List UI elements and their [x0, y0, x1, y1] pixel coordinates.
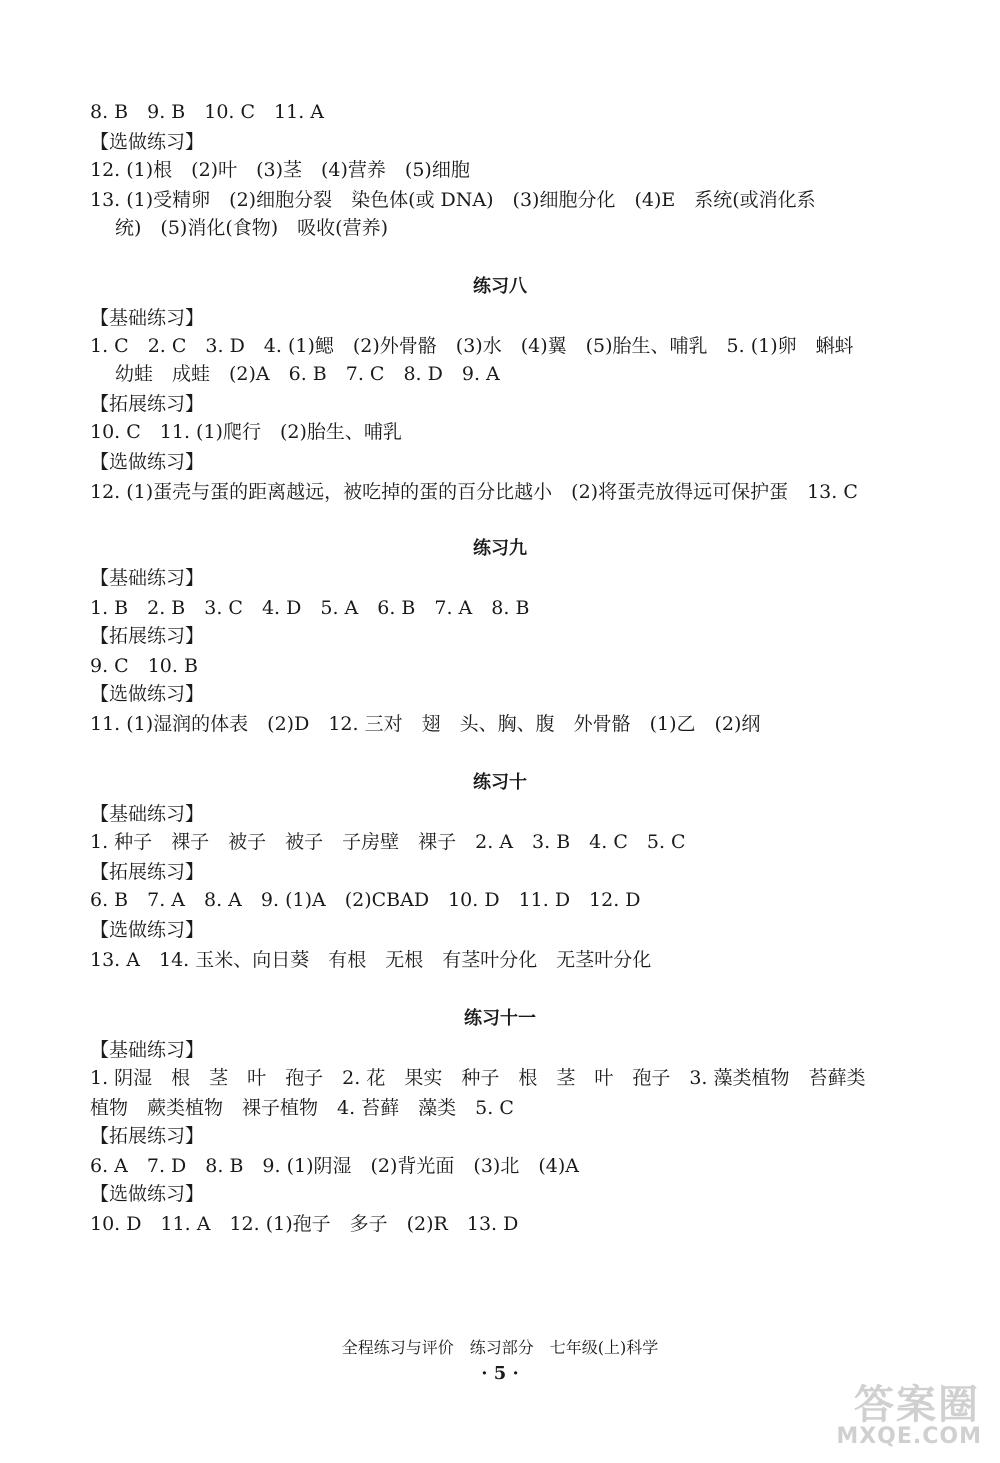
watermark-url: MXQE.COM [836, 1424, 982, 1449]
answer-line: 12. (1)根 (2)叶 (3)茎 (4)营养 (5)细胞 [90, 159, 470, 181]
section-label: 【选做练习】 [90, 131, 205, 153]
section-title: 练习十 [473, 772, 527, 793]
section-label: 【选做练习】 [90, 1183, 205, 1205]
section-label: 【拓展练习】 [90, 393, 205, 415]
answer-line: 1. C 2. C 3. D 4. (1)鳃 (2)外骨骼 (3)水 (4)翼 (5)胎生、哺乳 5. (1)卵 蝌蚪 [90, 335, 854, 357]
section-label: 【基础练习】 [90, 307, 205, 329]
answer-line: 10. C 11. (1)爬行 (2)胎生、哺乳 [90, 421, 402, 443]
section-title: 练习八 [473, 276, 527, 297]
watermark-logo [836, 1371, 986, 1451]
section-label: 【基础练习】 [90, 1039, 205, 1061]
answer-line: 幼蛙 成蛙 (2)A 6. B 7. C 8. D 9. A [115, 363, 500, 385]
section-label: 【拓展练习】 [90, 1125, 205, 1147]
section-title: 练习九 [473, 538, 527, 559]
section-label: 【拓展练习】 [90, 861, 205, 883]
answer-line: 统) (5)消化(食物) 吸收(营养) [115, 217, 388, 239]
section-label: 【选做练习】 [90, 683, 205, 705]
book-title-footer: 全程练习与评价 练习部分 七年级(上)科学 [341, 1338, 659, 1357]
answer-line: 1. 阴湿 根 茎 叶 孢子 2. 花 果实 种子 根 茎 叶 孢子 3. 藻类植物 苔藓类 [90, 1067, 866, 1089]
section-label: 【拓展练习】 [90, 625, 205, 647]
answer-line: 9. C 10. B [90, 655, 198, 677]
answer-line: 植物 蕨类植物 裸子植物 4. 苔藓 藻类 5. C [90, 1097, 514, 1119]
watermark-text: 答案圈 [854, 1382, 980, 1428]
answer-line: 13. A 14. 玉米、向日葵 有根 无根 有茎叶分化 无茎叶分化 [90, 949, 652, 971]
answer-line: 1. 种子 裸子 被子 被子 子房壁 裸子 2. A 3. B 4. C 5. C [90, 831, 686, 853]
answer-line: 6. A 7. D 8. B 9. (1)阴湿 (2)背光面 (3)北 (4)A [90, 1155, 579, 1177]
answer-line: 6. B 7. A 8. A 9. (1)A (2)CBAD 10. D 11. D 12. D [90, 889, 641, 911]
section-label: 【基础练习】 [90, 567, 205, 589]
answer-line: 11. (1)湿润的体表 (2)D 12. 三对 翅 头、胸、腹 外骨骼 (1)乙 (2)纲 [90, 713, 761, 735]
section-label: 【选做练习】 [90, 451, 205, 473]
answer-line: 10. D 11. A 12. (1)孢子 多子 (2)R 13. D [90, 1213, 519, 1235]
page-number: · 5 · [481, 1363, 519, 1384]
answer-line: 12. (1)蛋壳与蛋的距离越远，被吃掉的蛋的百分比越小 (2)将蛋壳放得远可保护蛋 13. C [90, 481, 858, 503]
answer-line: 1. B 2. B 3. C 4. D 5. A 6. B 7. A 8. B [90, 597, 530, 619]
section-title: 练习十一 [464, 1008, 536, 1029]
section-label: 【基础练习】 [90, 803, 205, 825]
answer-line: 8. B 9. B 10. C 11. A [90, 101, 325, 123]
section-label: 【选做练习】 [90, 919, 205, 941]
answer-line: 13. (1)受精卵 (2)细胞分裂 染色体(或 DNA) (3)细胞分化 (4)E 系统(或消化系 [90, 189, 816, 211]
